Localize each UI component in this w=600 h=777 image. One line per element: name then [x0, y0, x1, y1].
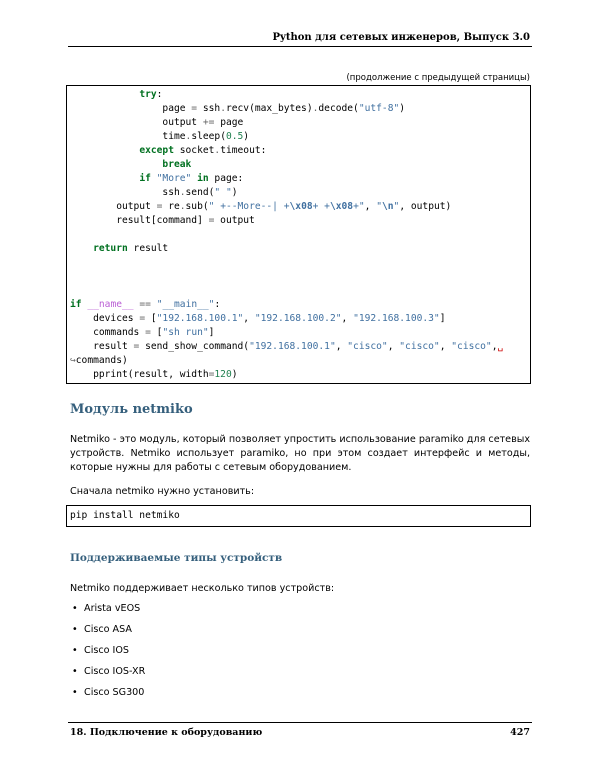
supported-text: Netmiko поддерживает несколько типов устройств: [70, 583, 335, 594]
subsection-title: Поддерживаемые типы устройств [70, 552, 283, 564]
page-number: 427 [510, 727, 530, 738]
code-token: "More" [156, 173, 192, 184]
list-item: • Cisco IOS-XR [70, 661, 145, 682]
code-token: \x08 [329, 201, 354, 212]
code-token: in [197, 173, 209, 184]
code-token: except [139, 145, 174, 156]
continuation-note: (продолжение с предыдущей страницы) [346, 73, 530, 83]
code-token: send_show_command( [139, 341, 250, 352]
code-token: "192.168.100.3" [353, 313, 440, 324]
code-token: output [70, 117, 203, 128]
code-token: , [491, 341, 498, 352]
code-line [67, 158, 530, 172]
device-type-list [70, 598, 145, 703]
list-item: • Arista vEOS [70, 598, 145, 619]
code-token: , output) [399, 201, 452, 212]
code-token: " [376, 201, 382, 212]
code-token: "cisco" [399, 341, 440, 352]
code-token: socket [173, 145, 215, 156]
code-token: . [312, 103, 319, 114]
code-token: timeout: [220, 145, 267, 156]
code-token: page [214, 117, 244, 128]
code-token: = [191, 103, 198, 114]
code-token: result [127, 243, 169, 254]
list-item: • Cisco SG300 [70, 682, 145, 703]
code-token: : [156, 89, 163, 100]
code-token: ] [208, 327, 215, 338]
code-line [67, 326, 530, 340]
code-line [67, 340, 530, 354]
code-token: ␣ [497, 341, 504, 352]
code-token: sleep( [191, 131, 226, 142]
code-token: . [179, 201, 186, 212]
code-token: , [387, 341, 400, 352]
code-line [67, 102, 530, 116]
code-token: \x08 [289, 201, 313, 212]
code-token: \n [381, 201, 394, 212]
code-token: = [208, 369, 215, 380]
code-token: , [439, 341, 452, 352]
code-token: [ [145, 313, 157, 324]
code-token: re [162, 201, 180, 212]
code-token: " " [214, 187, 232, 198]
code-token [70, 145, 139, 156]
code-token: ↪ [70, 355, 76, 366]
code-token: "192.168.100.1" [156, 313, 244, 324]
code-token: " [393, 201, 400, 212]
list-item: • Cisco IOS [70, 640, 145, 661]
code-token: pprint(result, width [70, 369, 209, 380]
install-command: pip install netmiko [70, 510, 180, 521]
code-token: = [156, 201, 163, 212]
code-block [66, 85, 531, 384]
code-token: "sh run" [162, 327, 209, 338]
code-token [70, 159, 162, 170]
code-token: result [70, 341, 134, 352]
code-token: " +--More--| + [208, 201, 290, 212]
code-line [67, 312, 530, 326]
code-token: + + [312, 201, 330, 212]
code-token: send( [185, 187, 215, 198]
code-token: decode( [318, 103, 359, 114]
code-token: += [202, 117, 215, 128]
code-token [70, 173, 139, 184]
code-token: = [208, 215, 215, 226]
code-token: output [70, 201, 157, 212]
code-token: page: [208, 173, 244, 184]
header-rule [68, 46, 532, 47]
code-token: = [145, 327, 151, 338]
code-line [67, 270, 530, 284]
intro-paragraph: Netmiko - это модуль, который позволяет упростить использование paramiko для сетевых устройств. Netmiko использует paramiko, но при этом создает интерфейс и методы, которые нужны для работы с сетевым оборудованием. [70, 434, 530, 473]
code-token: , [341, 313, 354, 324]
code-line [67, 200, 530, 214]
code-token: page [70, 103, 192, 114]
code-line [67, 186, 530, 200]
code-token: "192.168.100.1" [249, 341, 336, 352]
code-token: return [93, 243, 128, 254]
install-text: Сначала netmiko нужно установить: [70, 486, 255, 497]
code-token: break [162, 159, 192, 170]
code-token: 120 [214, 369, 232, 380]
code-line [67, 354, 530, 368]
code-token: == [139, 299, 151, 310]
code-line [67, 214, 530, 228]
code-line [67, 228, 530, 242]
code-line [67, 130, 530, 144]
code-token: commands) [75, 355, 128, 366]
code-line [67, 144, 530, 158]
code-token: +" [353, 201, 365, 212]
code-token: __name__ [87, 299, 134, 310]
code-token: , [335, 341, 348, 352]
code-token: 0.5 [225, 131, 244, 142]
code-token: ) [231, 187, 238, 198]
code-token: commands [70, 327, 146, 338]
code-line [67, 298, 530, 312]
code-token: if [70, 299, 82, 310]
code-line [67, 88, 530, 102]
code-token: ssh [70, 187, 180, 198]
code-token: ] [439, 313, 446, 324]
code-line [67, 242, 530, 256]
code-token: ) [399, 103, 406, 114]
code-token: "cisco" [451, 341, 492, 352]
code-token: : [214, 299, 221, 310]
code-token: time [70, 131, 186, 142]
code-token: if [139, 173, 151, 184]
code-token: . [220, 103, 226, 114]
code-line [67, 116, 530, 130]
code-token: sub( [185, 201, 209, 212]
code-token: = [133, 341, 140, 352]
code-token: devices [70, 313, 140, 324]
footer-chapter: 18. Подключение к оборудованию [70, 727, 263, 738]
code-token [70, 89, 139, 100]
code-token: . [179, 187, 186, 198]
code-token [70, 243, 93, 254]
code-token: . [185, 131, 192, 142]
code-token: . [214, 145, 221, 156]
code-token: ssh [197, 103, 221, 114]
code-token: try [139, 89, 157, 100]
code-token: "192.168.100.2" [254, 313, 342, 324]
code-token: recv(max_bytes) [225, 103, 313, 114]
section-title: Модуль netmiko [70, 402, 193, 417]
code-line [67, 256, 530, 270]
install-code-block [66, 505, 531, 527]
code-line [67, 368, 530, 382]
code-token: = [139, 313, 146, 324]
code-token: ) [231, 369, 238, 380]
code-token: "utf-8" [358, 103, 400, 114]
code-line [67, 172, 530, 186]
code-token: , [243, 313, 255, 324]
code-token: [ [150, 327, 163, 338]
footer-rule [68, 722, 532, 723]
code-token: output [214, 215, 255, 226]
code-token: , [364, 201, 377, 212]
code-token: ) [243, 131, 250, 142]
list-item: • Cisco ASA [70, 619, 145, 640]
code-line [67, 284, 530, 298]
running-header: Python для сетевых инженеров, Выпуск 3.0 [272, 32, 530, 43]
code-token: "cisco" [347, 341, 388, 352]
code-token: "__main__" [156, 299, 215, 310]
code-token: result[command] [70, 215, 209, 226]
